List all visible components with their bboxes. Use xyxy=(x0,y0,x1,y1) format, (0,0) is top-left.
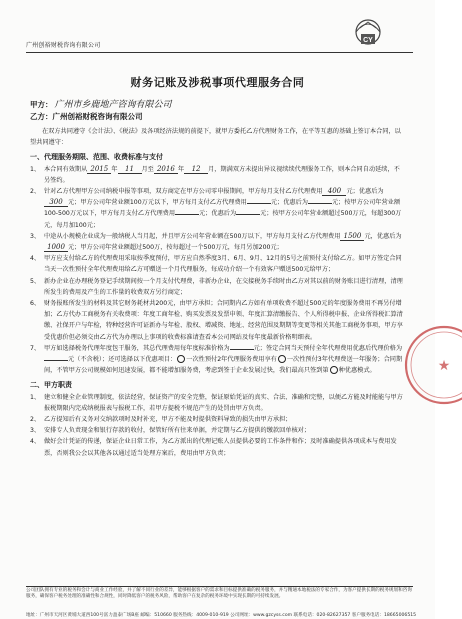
clause-number: 1、 xyxy=(30,393,41,401)
logo-text: CY xyxy=(363,37,373,44)
intro-paragraph: 在双方共同遵守《会计法》、《税法》及各项经济法规的前提下，就甲方委托乙方代理财务工作，在平等互惠的基础上签订本合同，以望共同遵守： xyxy=(30,128,401,147)
clause-text: 元（不含税）；还可选择以下优惠项目： xyxy=(68,356,177,364)
party-a-label: 甲方： xyxy=(30,100,53,109)
party-b-label: 乙方： xyxy=(30,112,53,121)
clause-1-2 xyxy=(30,186,405,231)
clause-2-1 xyxy=(30,392,405,414)
clause-text: 针对乙方代理甲方公司纳税申报等事项，双方商定在甲方公司零申报期间，甲方每月支付乙方代理费用 xyxy=(44,188,323,196)
clause-1-7 xyxy=(30,343,405,377)
clause-1-5 xyxy=(30,276,405,298)
clause-2-2 xyxy=(30,414,405,425)
clause-text: 做好会计凭证的传递，保证企业日常工作，为乙方派出的代理记账人员提供必要的工作条件和作；及时准确提供各项成本与费用发票，否则我公会以其他各以通过适当处理方案后，费用由甲方负责； xyxy=(44,438,397,457)
clause-2-3 xyxy=(30,425,405,436)
fee-field xyxy=(236,214,260,215)
clause-text: 月，期满双方未提出异议视续续代理服务工作，则本合同自动延续，不另签约。 xyxy=(44,165,400,184)
clause-text: 元；签定合同当天预付全年代理费用优惠后代理价格为 xyxy=(253,344,403,352)
clause-text: 元；甲方公司年营业额超过500万，按每超过一个500万元，每月另加200元； xyxy=(68,244,283,252)
party-a-name: 广州市乡鹿地产咨询有限公司 xyxy=(54,100,172,110)
option-2-circle-icon xyxy=(278,355,286,363)
clause-number: 6、 xyxy=(30,300,41,308)
header-rule xyxy=(26,52,413,53)
clause-number: 2、 xyxy=(30,416,41,424)
clause-text: 元；优惠后为 xyxy=(346,188,384,196)
clause-text: 甲方应支付给乙方的代理费用采取按季度预付，甲方应自然季度3月、6月、9月、12月的5号之前预付支付给乙方。如甲方签定合同当天一次性预付全年代理费用给乙方可赠送一个月代理服务，每成功介绍一个有效客户赠送500元给甲方； xyxy=(44,255,402,274)
clause-text: 元；优惠后为 xyxy=(199,210,237,218)
clause-text: 种优惠模式。 xyxy=(338,367,376,375)
option-choice-circle-icon xyxy=(330,366,338,374)
fee-field: 300 xyxy=(44,198,68,207)
fee-field xyxy=(247,203,271,204)
fee-field xyxy=(44,360,68,361)
clause-number: 3、 xyxy=(30,427,41,435)
clause-text: 安排专人负责现金和银行存款的收付，保管好所有往来单据，并定期与乙方提供的缴款回单核对； xyxy=(44,427,311,435)
clause-number: 1、 xyxy=(30,165,41,173)
clause-text: 元；优惠后为 xyxy=(270,199,308,207)
contract-body xyxy=(30,126,405,459)
footer-rule xyxy=(26,586,413,587)
clause-text: 建立和健全企业管理制度，依法经营，保证资产的安全完整，保证原始凭证的真实、合法、准确和完整，以便乙方能及时能能与甲方报税期限内完成纳税报表与报税工作，若甲方提税不规范产生的处罚由甲方负责。 xyxy=(44,393,403,412)
clause-text: 元，优惠后为 xyxy=(364,232,402,240)
clause-text: 月至 xyxy=(141,165,154,173)
header-company: 广州创裕财税咨询有限公司 xyxy=(26,42,101,49)
fee-field: 400 xyxy=(322,187,346,196)
clause-text: 甲方如选择税务代理年度包干服务，其总代理费用每年度标准价格为 xyxy=(44,344,230,352)
svg-text:★: ★ xyxy=(437,358,451,374)
clause-1-6 xyxy=(30,298,405,343)
clause-number: 4、 xyxy=(30,255,41,263)
clause-text: 财务报账所发生的材料及其它财务耗材共200元，由甲方承担；合同期内乙方如有单项收费不超过500元的年度服务费用不再另付增加；乙方代办工商税务有关收费项：年度工商年检、购买发票及发票申领、年度汇算清缴报告、个人所得税申报、企业所得税汇算清缴、社保开户与年检，特种经营许可证新办与年检、股权、增减资、地址、经营范围及期期等变更等相关其他工商税务事项，甲方享受优惠价但必须交由乙方代为办理以上事项的收费标准请查看本公司网站及每年度最新价格明细表。 xyxy=(44,300,403,341)
clause-text: 乙方提知后有义务对交纳款项时及时补充，甲方不能及时提供资料导致的损失由甲方承担； xyxy=(44,416,292,424)
clause-number: 2、 xyxy=(30,188,41,196)
clause-text: 一次性预付2年代理服务费用享有 xyxy=(186,356,277,364)
section-1-heading: 一、代理服务期限、范围、收费标准与支付 xyxy=(30,153,163,162)
fee-field: 1500 xyxy=(340,232,364,241)
party-b-name: 广州创裕财税咨询有限公司 xyxy=(52,112,143,121)
fee-field xyxy=(175,214,199,215)
section-2-heading: 二、甲方职责 xyxy=(30,381,72,390)
footer-note: 公司团队拥有专业的税务和会计与商业工作经验，并了解不同行业的差异，能够根据客户的需求和目标提供准确的税务服务，并与精通本地税法的专家合作，为客户提供长期的税务规划和咨询服务，确保客户税务处理的准确性和合规性，同时降低客户的税务风险，帮助客户在复杂的税务环境中实现长期的可持续发展。 xyxy=(26,588,412,599)
clause-text: 元；按甲方公司年营业额100-500万元以下，甲方每月支付乙方代理费用 xyxy=(44,199,401,218)
clause-text: 元；按甲方公司年营业额超过500万元，每超300万元，每月加100元； xyxy=(44,210,402,229)
clause-text: 年 xyxy=(111,165,118,173)
company-seal-stamp xyxy=(402,290,462,440)
clause-1-1 xyxy=(30,164,405,186)
clause-text: 本合同有效期从 xyxy=(44,165,88,173)
end-month-field: 12 xyxy=(184,165,208,174)
footer-contact: 地址：广州市天河区黄埔大道西100号富力盈泰广场B座 邮编：510660 服务热线：4009-010-919 公司网址：www.gzcyss.com 联系电话：020-82627357 客户服务电话：18665006515 xyxy=(26,613,417,618)
clause-number: 4、 xyxy=(30,438,41,446)
party-a xyxy=(30,97,172,110)
fee-field xyxy=(230,349,254,350)
start-month-field: 11 xyxy=(118,165,142,174)
clause-number: 5、 xyxy=(30,277,41,285)
clause-number: 7、 xyxy=(30,344,41,352)
fee-field xyxy=(308,203,332,204)
clause-text: 年 xyxy=(177,165,185,173)
clause-1-4 xyxy=(30,253,405,275)
contract-title: 财务记账及涉税事项代理服务合同 xyxy=(130,76,305,89)
clause-text: 一次性预付3年代理费送一年服务；合同期间，不管甲方公司规模如何迅速发展，都不能增加服务费，考虑到签于企业发展过快，我们最高只签到第 xyxy=(44,356,403,375)
clause-text: 元；甲方公司年营业额100万元以下，甲方每月支付乙方代理费用 xyxy=(68,199,247,207)
fee-field: 1000 xyxy=(44,243,68,252)
clause-1-3 xyxy=(30,231,405,253)
start-year-field: 2015 xyxy=(87,165,111,174)
clause-text: 中途从小规模企业成为一般纳税人当月起，并且甲方公司年营业额在500万以下，甲方每月支付乙方代理费用 xyxy=(44,232,341,240)
option-1-circle-icon xyxy=(177,355,185,363)
clause-number: 3、 xyxy=(30,232,41,240)
clause-text: 新办企业在办理税务登记手续期间按一个月支付代理费，非新办企业，在交接税务手续时由乙方对其以前的财务账目进行清理，清理所发生的费用及产生的工作量的收费双方另行商定； xyxy=(44,277,403,296)
clause-2-4 xyxy=(30,436,405,458)
end-year-field: 2016 xyxy=(154,165,178,174)
party-b xyxy=(30,111,143,122)
